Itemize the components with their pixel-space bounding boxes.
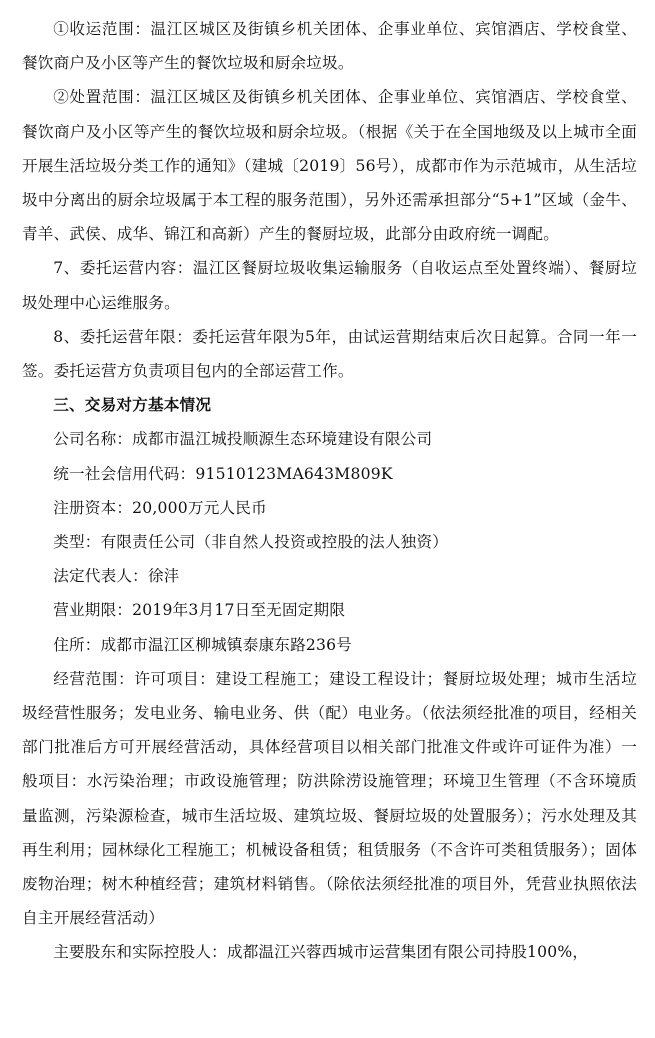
shareholder-paragraph: 主要股东和实际控股人：成都温江兴蓉西城市运营集团有限公司持股100%， (53, 943, 589, 962)
collection-scope-paragraph: ①收运范围：温江区城区及街镇乡机关团体、企事业单位、宾馆酒店、学校食堂、餐饮商户及小区等产生的餐饮垃圾和厨余垃圾。 (22, 20, 637, 73)
section-heading: 三、交易对方基本情况 (53, 395, 212, 415)
business-scope-paragraph: 经营范围：许可项目：建设工程施工；建设工程设计；餐厨垃圾处理；城市生活垃圾经营性服务；发电业务、输电业务、供（配）电业务。（依法须经批准的项目，经相关部门批准后方可开展经营活动，具体经营项目以相关部门批准文件或许可证件为准）一般项目：水污染治理；市政设施管理；防洪除涝设施管理；环境卫生管理（不含环境质量监测，污染源检查，城市生活垃圾、建筑垃圾、餐厨垃圾的处置服务）；污水处理及其再生利用；园林绿化工程施工；机械设备租赁；租赁服务（不含许可类租赁服务）；固体废物治理；树木种植经营；建筑材料销售。（除依法须经批准的项目外，凭营业执照依法自主开展经营活动） (22, 669, 637, 928)
operation-term-paragraph: 8、委托运营年限：委托运营年限为5年，由试运营期结束后次日起算。合同一年一签。委托运营方负责项目包内的全部运营工作。 (22, 327, 637, 381)
credit-code: 统一社会信用代码：91510123MA643M809K (53, 464, 393, 483)
legal-representative: 法定代表人：徐沣 (53, 567, 180, 586)
document-body (22, 12, 637, 970)
disposal-scope-paragraph: ②处置范围：温江区城区及街镇乡机关团体、企事业单位、宾馆酒店、学校食堂、餐饮商户及小区等产生的餐饮垃圾和厨余垃圾。（根据《关于在全国地级及以上城市全面开展生活垃圾分类工作的通知》（建城〔2019〕56号），成都市作为示范城市，从生活垃圾中分离出的厨余垃圾属于本工程的服务范围），另外还需承担部分“5+1”区域（金牛、青羊、武侯、成华、锦江和高新）产生的餐厨垃圾，此部分由政府统一调配。 (22, 88, 637, 244)
operation-content-paragraph: 7、委托运营内容：温江区餐厨垃圾收集运输服务（自收运点至处置终端）、餐厨垃圾处理中心运维服务。 (22, 259, 637, 312)
company-name: 公司名称：成都市温江城投顺源生态环境建设有限公司 (53, 430, 433, 449)
company-type: 类型：有限责任公司（非自然人投资或控股的法人独资） (53, 533, 449, 552)
business-term: 营业期限：2019年3月17日至无固定期限 (53, 601, 346, 620)
registered-capital: 注册资本：20,000万元人民币 (53, 498, 267, 517)
company-address: 住所：成都市温江区柳城镇泰康东路236号 (53, 635, 353, 654)
